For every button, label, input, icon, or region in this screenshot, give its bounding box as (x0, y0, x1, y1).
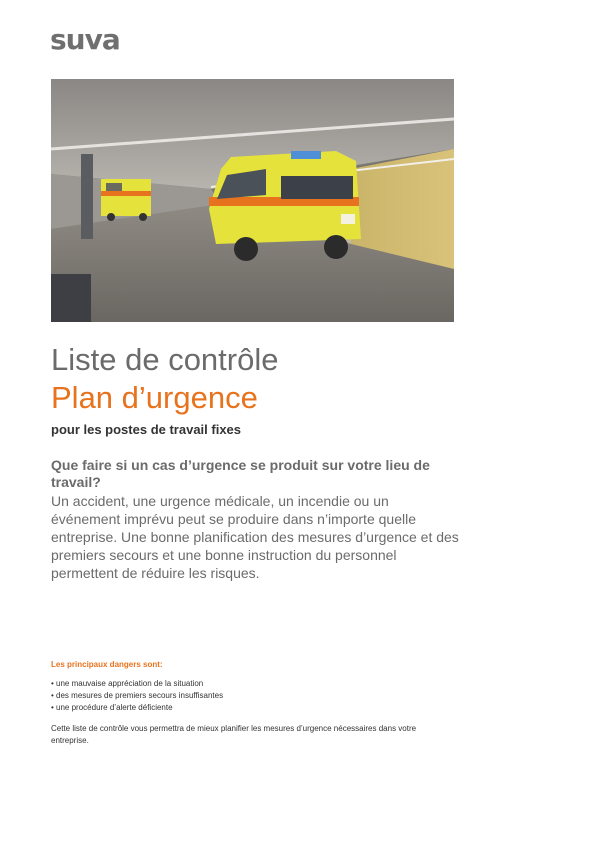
subtitle: pour les postes de travail fixes (51, 422, 242, 437)
dangers-title: Les principaux dangers sont: (51, 660, 163, 669)
title-emergency-plan: Plan d’urgence (51, 380, 258, 415)
intro-paragraph: Un accident, une urgence médicale, un incendie ou un événement imprévu peut se produire dans n’importe quelle entreprise. Une bonne planification des mesures d’urgence et des premiers secours et une bonne instruction du personnel permettent de réduire les risques. (51, 493, 459, 581)
question-heading: Que faire si un cas d’urgence se produit sur votre lieu de travail? (51, 457, 430, 490)
title-checklist: Liste de contrôle (51, 342, 279, 377)
closing-paragraph: Cette liste de contrôle vous permettra de mieux planifier les mesures d’urgence nécessaires dans votre entreprise. (51, 724, 417, 745)
list-item: • des mesures de premiers secours insuffisantes (51, 690, 223, 702)
list-item: • une procédure d’alerte déficiente (51, 702, 223, 714)
suva-logo: suva (50, 23, 120, 56)
dangers-list (51, 678, 223, 714)
list-item: • une mauvaise appréciation de la situation (51, 678, 223, 690)
ambulance-photo (51, 79, 454, 322)
